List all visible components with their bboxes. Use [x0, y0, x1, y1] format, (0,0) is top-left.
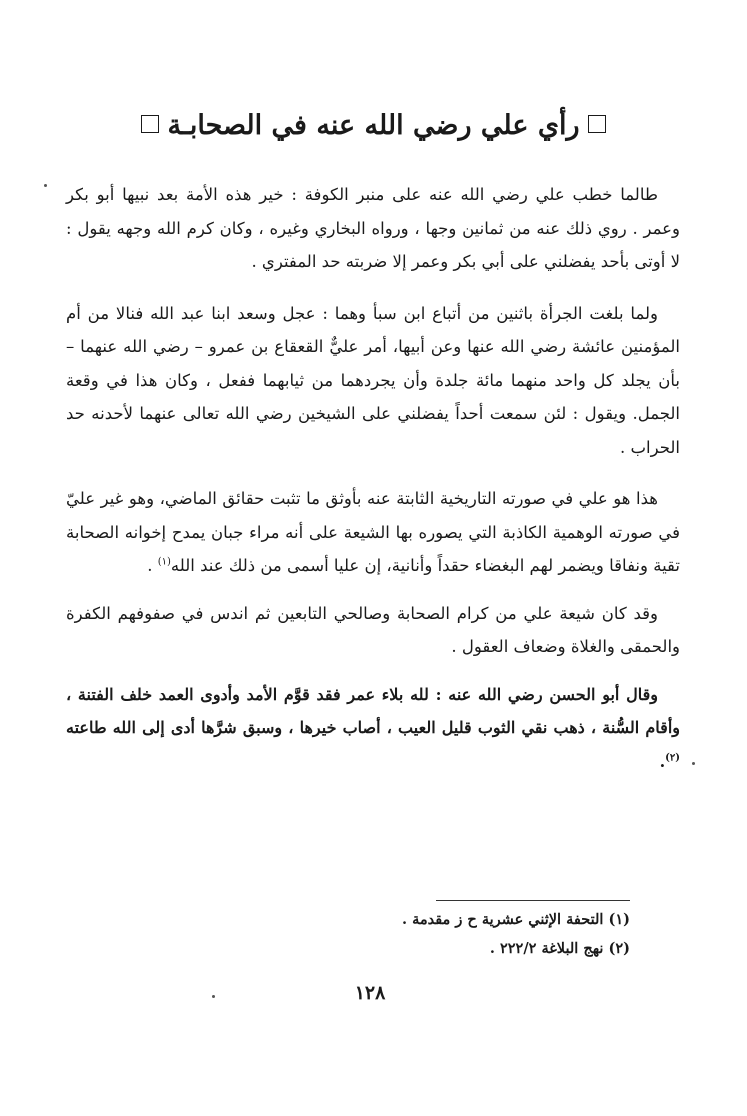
footnote-ref-1: (١): [157, 556, 171, 568]
square-ornament-icon: [588, 115, 606, 133]
paragraph-4: وقد كان شيعة علي من كرام الصحابة وصالحي التابعين ثم اندس في صفوفهم الكفرة والحمقى والغلاة وضعاف العقول .: [66, 603, 680, 656]
paragraph-3: [66, 482, 680, 583]
section-title: رأي علي رضي الله عنه في الصحابـة: [167, 110, 580, 141]
paragraph-5: [66, 678, 680, 779]
paragraph-3-end: .: [147, 556, 158, 575]
section-heading: [60, 104, 687, 148]
page-number: ١٢٨: [354, 982, 386, 1004]
square-ornament-icon: [141, 115, 159, 133]
footnotes: [100, 905, 630, 963]
paragraph-3-text: هذا هو علي في صورته التاريخية الثابتة عنه بأوثق ما تثبت حقائق الماضي، وهو غير عليّ في صورته الوهمية الكاذبة التي يصوره بها الشيعة على أنه مراء جبان يمدح إخوانه الصحابة تقية ونفاقا ويضمر لهم البغضاء حقداً وأنانية، إن عليا أسمى من ذلك عند الله: [66, 489, 680, 575]
paragraph-5-end: .: [659, 751, 666, 771]
scan-speck-icon: [44, 184, 47, 187]
footnote-divider: [436, 900, 630, 901]
footnote-2: (٢) نهج البلاغة ٢٢٢/٢ .: [489, 940, 630, 957]
body-text: [66, 178, 680, 796]
paragraph-5-text: وقال أبو الحسن رضي الله عنه : لله بلاء عمر فقد قوَّم الأمد وأدوى العمد خلف الفتنة ، وأقام السُّنة ، ذهب نقي الثوب قليل العيب ، أصاب خيرها ، وسبق شرَّها أدى إلى الله طاعته: [66, 684, 680, 737]
footnote-ref-2: (٢): [665, 752, 680, 764]
scan-speck-icon: [692, 762, 695, 765]
scan-speck-icon: [212, 995, 215, 998]
footnote-1: (١) التحفة الإثني عشرية ح ز مقدمة .: [401, 911, 630, 928]
paragraph-1: طالما خطب علي رضي الله عنه على منبر الكوفة : خير هذه الأمة بعد نبيها أبو بكر وعمر . روي ذلك عنه من ثمانين وجها ، ورواه البخاري وغيره ، وكان كرم الله وجهه يقول : لا أوتى بأحد يفضلني على أبي بكر وعمر إلا ضربته حد المفتري .: [66, 185, 680, 271]
paragraph-2: ولما بلغت الجرأة باثنين من أتباع ابن سبأ وهما : عجل وسعد ابنا عبد الله فنالا من أم المؤمنين عائشة رضي الله عنها وعن أبيها، أمر عليٌّ القعقاع بن عمرو – رضي الله عنهما – بأن يجلد كل واحد منهما مائة جلدة وأن يجردهما من ثيابهما ففعل ، وكان هذا في وقعة الجمل. ويقول : لئن سمعت أحداً يفضلني على الشيخين رضي الله تعالى عنهما لأحدنه حد الحراب .: [66, 303, 680, 457]
